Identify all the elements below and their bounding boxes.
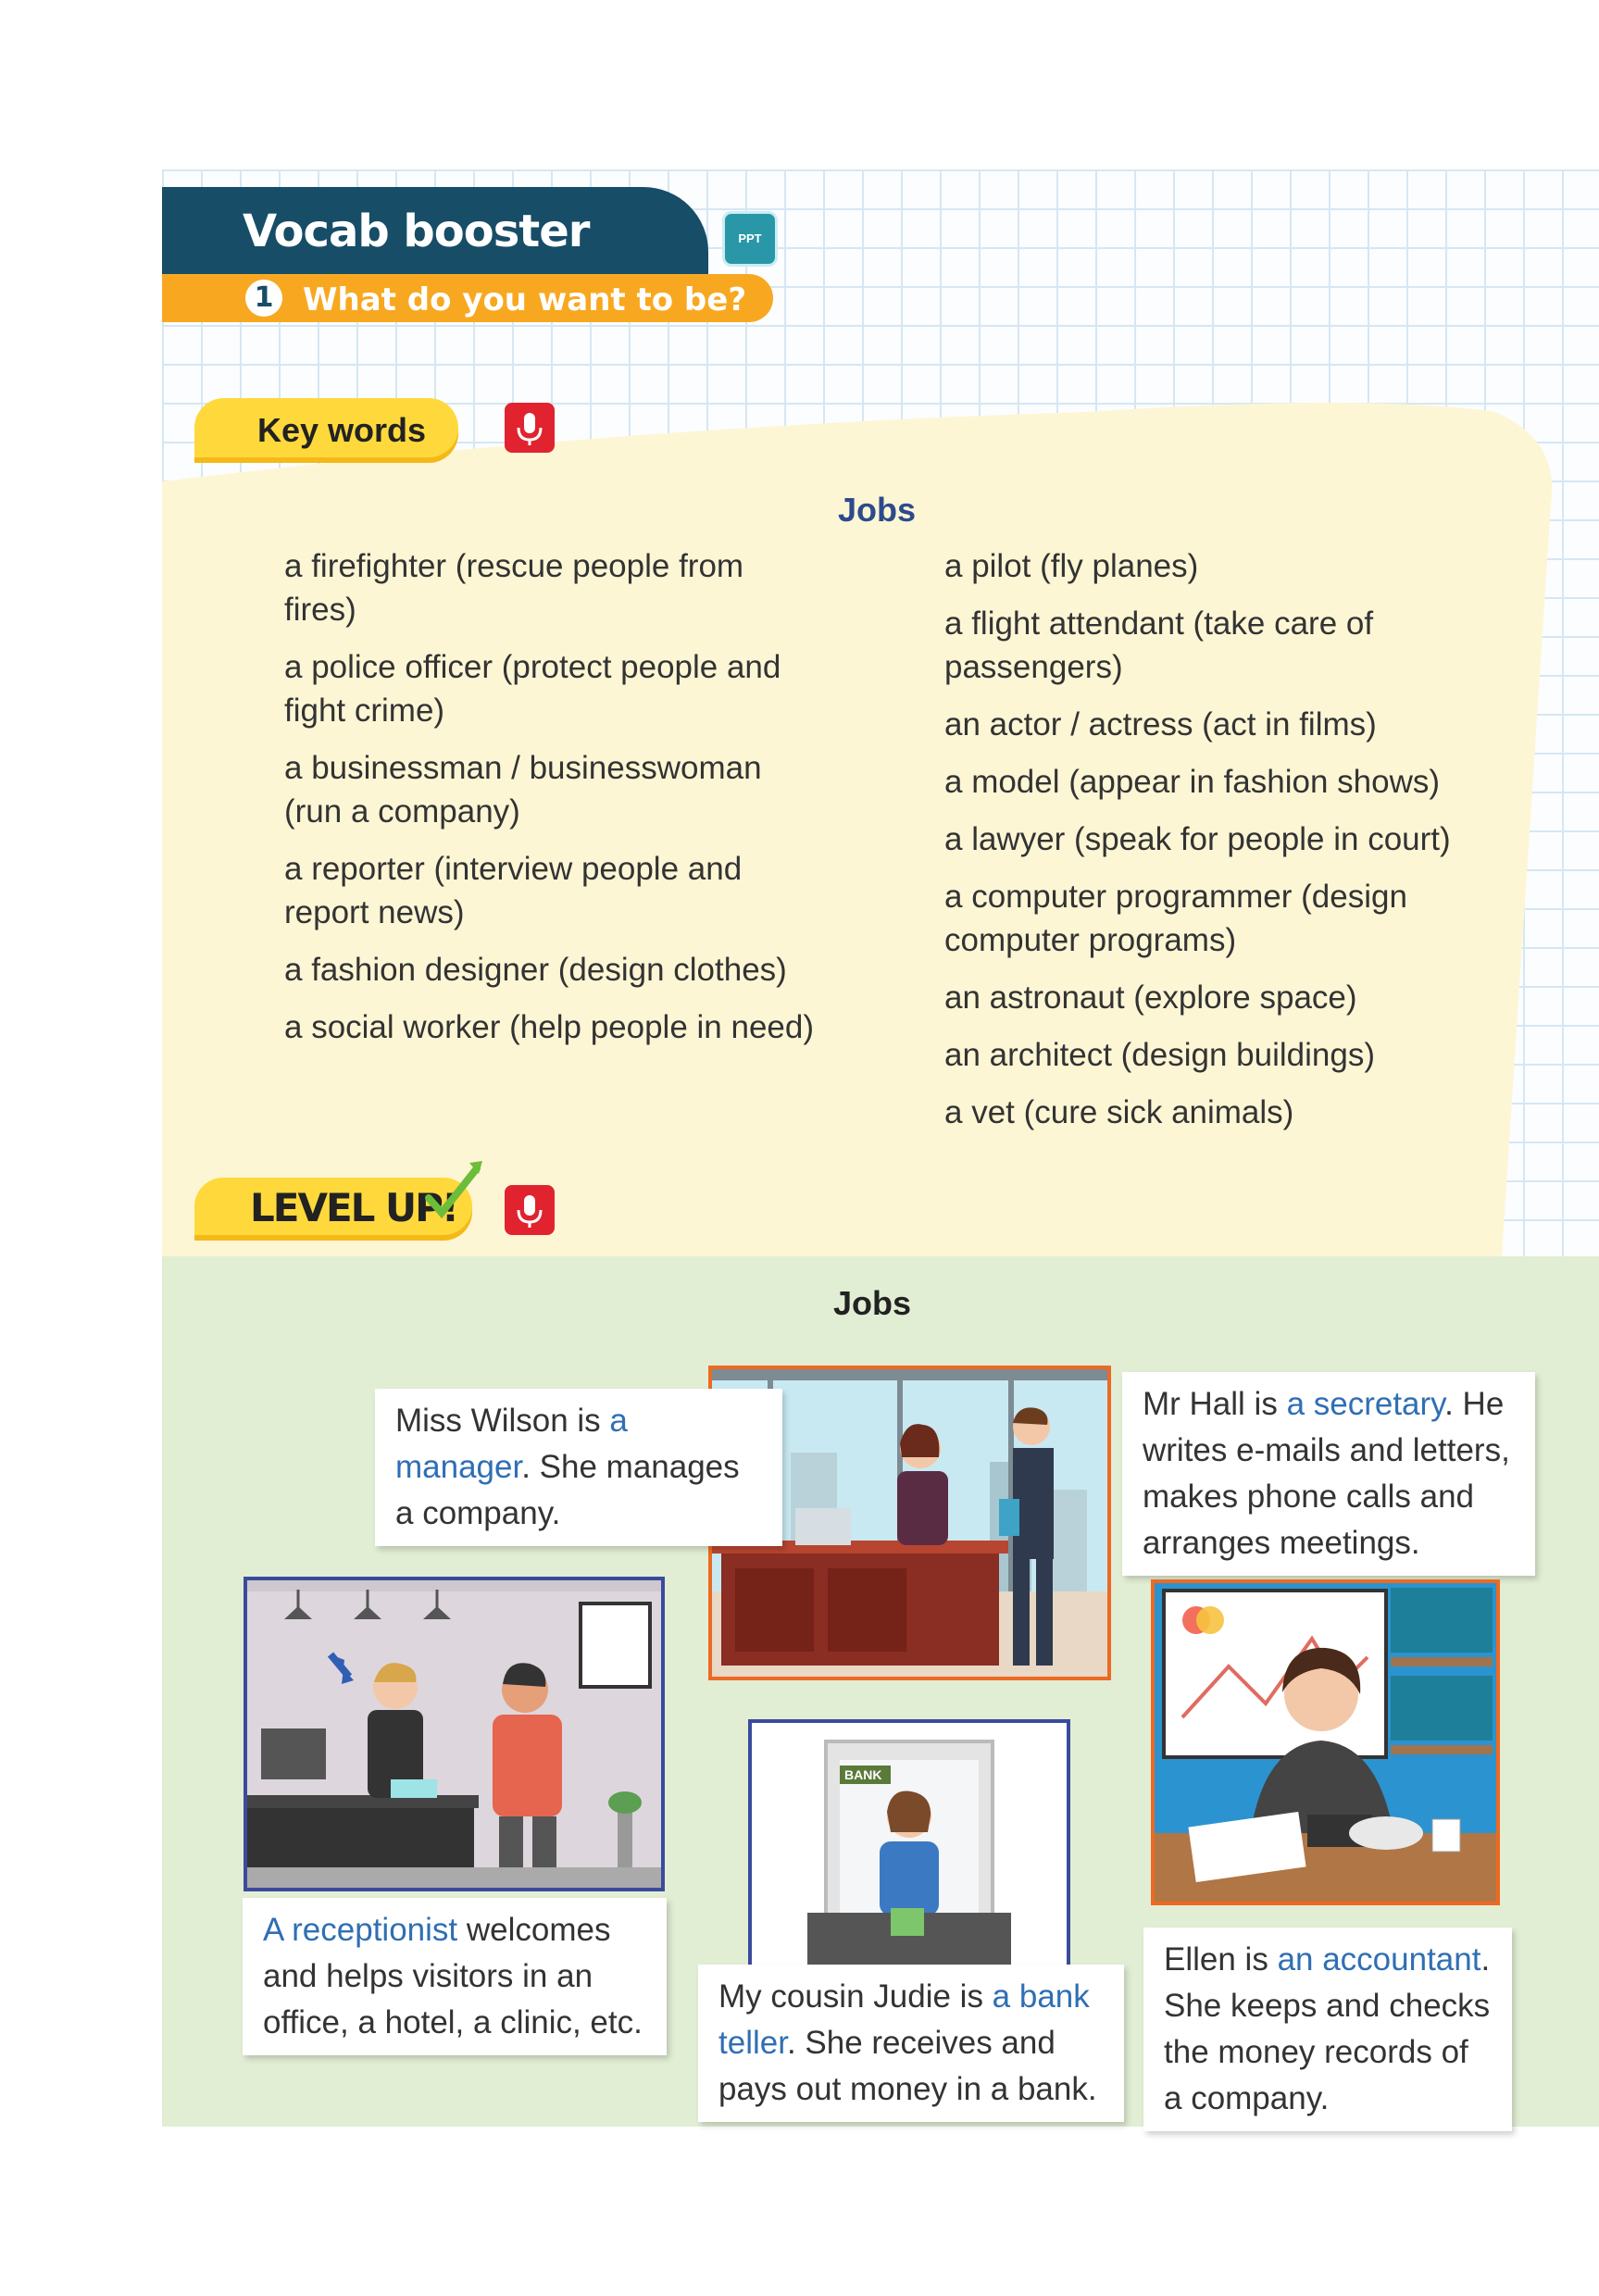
keyword-list-right	[944, 544, 1500, 1148]
list-item: a lawyer (speak for people in court)	[944, 821, 1451, 857]
key-words-label: Key words	[257, 411, 427, 449]
microphone-icon[interactable]	[505, 1185, 555, 1235]
section-subtitle: What do you want to be?	[303, 281, 747, 318]
caption-text: . She manages a company.	[395, 1449, 740, 1531]
ppt-icon[interactable]: PPT	[722, 211, 778, 267]
bank-teller-illustration	[748, 1719, 1070, 1969]
accountant-caption	[1143, 1928, 1512, 2131]
list-item: a police officer (protect people and fight crime)	[284, 649, 781, 729]
caption-text: Miss Wilson is	[395, 1403, 610, 1439]
list-item: a social worker (help people in need)	[284, 1009, 814, 1045]
bank-sign: BANK	[844, 1767, 882, 1782]
level-up-label: LEVEL UP!	[250, 1185, 458, 1230]
list-item: an architect (design buildings)	[944, 1037, 1375, 1073]
list-item: a vet (cure sick animals)	[944, 1094, 1294, 1130]
highlighted-term: A receptionist	[263, 1912, 458, 1948]
levelup-heading: Jobs	[833, 1284, 912, 1322]
highlighted-term: an accountant	[1277, 1941, 1481, 1978]
caption-text: My cousin Judie is	[718, 1978, 993, 2015]
list-item: an astronaut (explore space)	[944, 980, 1357, 1016]
caption-text: . He writes e-mails and letters, makes phone calls and arranges meetings.	[1143, 1386, 1510, 1561]
checkmark-arrow-icon	[421, 1159, 486, 1224]
caption-text: . She receives and pays out money in a bank.	[718, 2025, 1097, 2107]
page-title: Vocab booster	[243, 206, 590, 257]
list-item: a reporter (interview people and report news)	[284, 851, 743, 930]
highlighted-term: a manager	[395, 1403, 628, 1485]
list-item: an actor / actress (act in films)	[944, 706, 1377, 742]
highlighted-term: a secretary	[1286, 1386, 1445, 1422]
keyword-list-left	[284, 544, 821, 1063]
receptionist-caption	[243, 1898, 667, 2055]
accountant-illustration	[1151, 1579, 1500, 1905]
list-item: a model (appear in fashion shows)	[944, 764, 1441, 800]
section-number: 1	[245, 280, 282, 317]
bank-teller-caption	[698, 1965, 1124, 2122]
caption-text: . She keeps and checks the money records of a company.	[1164, 1941, 1491, 2116]
list-item: a pilot (fly planes)	[944, 548, 1199, 584]
list-item: a fashion designer (design clothes)	[284, 952, 787, 988]
list-item: a firefighter (rescue people from fires)	[284, 548, 744, 628]
caption-text: welcomes and helps visitors in an office, a hotel, a clinic, etc.	[263, 1912, 643, 2040]
microphone-icon[interactable]	[505, 403, 555, 453]
manager-caption	[375, 1389, 782, 1546]
list-item: a flight attendant (take care of passengers)	[944, 605, 1374, 685]
highlighted-term: a bank teller	[718, 1978, 1090, 2061]
secretary-caption	[1122, 1372, 1535, 1576]
keywords-heading: Jobs	[838, 491, 917, 529]
list-item: a businessman / businesswoman (run a company)	[284, 750, 762, 830]
caption-text: Mr Hall is	[1143, 1386, 1287, 1422]
list-item: a computer programmer (design computer programs)	[944, 879, 1407, 958]
caption-text: Ellen is	[1164, 1941, 1278, 1978]
receptionist-illustration	[244, 1577, 665, 1891]
